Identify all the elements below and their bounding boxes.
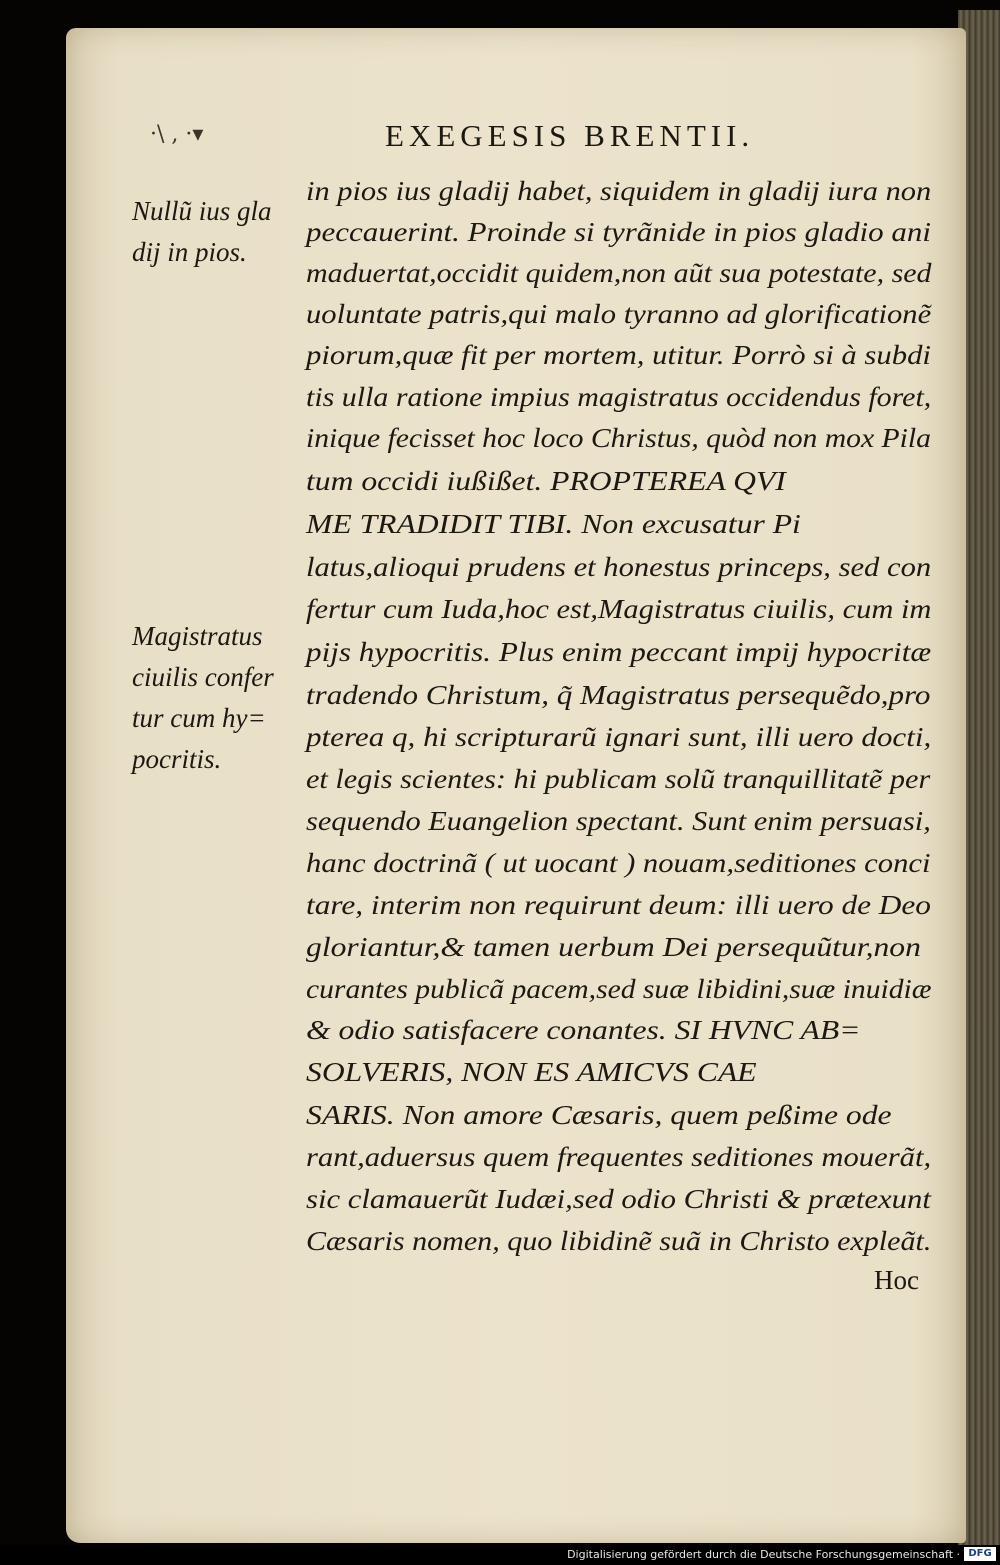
body-line: ME TRADIDIT TIBI. Non excusatur Pi [306, 508, 801, 539]
margin-note-line: tur cum hy= [132, 703, 266, 733]
body-line: et legis scientes: hi publicam solũ tranquillitatẽ per [306, 763, 931, 794]
margin-note-line: ciuilis confer [132, 662, 274, 692]
body-line: tradendo Christum, q̃ Magistratus persequẽdo,pro [306, 679, 931, 710]
body-line: SARIS. Non amore Cæsaris, quem peßime ode [306, 1099, 892, 1130]
running-head: EXEGESIS BRENTII. [385, 118, 755, 153]
body-line: in pios ius gladij habet, siquidem in gladij iura non [306, 175, 932, 206]
margin-note-line: pocritis. [132, 744, 222, 774]
body-line: hanc doctrinã ( ut uocant ) nouam,seditiones conci [306, 847, 931, 878]
body-line: gloriantur,& tamen uerbum Dei persequũtur,non [306, 931, 921, 962]
corner-marks: ·\ , ·▾ [150, 122, 204, 147]
body-line: tis ulla ratione impius magistratus occidendus foret, [306, 381, 932, 412]
body-line: curantes publicã pacem,sed suæ libidini,suæ inuidiæ [306, 973, 932, 1004]
body-line: maduertat,occidit quidem,non aũt sua potestate, sed [306, 257, 932, 288]
dfg-logo: DFG [964, 1547, 996, 1561]
body-line: pijs hypocritis. Plus enim peccant impij hypocritæ [306, 636, 932, 667]
body-line: latus,alioqui prudens et honestus princeps, sed con [306, 551, 932, 582]
body-line: tare, interim non requirunt deum: illi uero de Deo [306, 889, 931, 920]
margin-note-line: dij in pios. [132, 237, 247, 267]
body-line: peccauerint. Proinde si tyrãnide in pios gladio ani [306, 216, 931, 247]
body-line: Cæsaris nomen, quo libidinẽ suã in Christo expleãt. [306, 1225, 932, 1256]
catchword: Hoc [874, 1265, 919, 1295]
body-line: fertur cum Iuda,hoc est,Magistratus ciuilis, cum im [306, 593, 932, 624]
body-line: rant,aduersus quem frequentes seditiones mouerãt, [306, 1141, 932, 1172]
margin-note-line: Nullũ ius gla [132, 196, 272, 226]
body-line: sic clamauerũt Iudæi,sed odio Christi & prætexunt [306, 1183, 931, 1214]
body-line: & odio satisfacere conantes. SI HVNC AB= [306, 1014, 861, 1045]
body-line: inique fecisset hoc loco Christus, quòd non mox Pila [306, 422, 931, 453]
footer-credit: Digitalisierung gefördert durch die Deutsche Forschungsgemeinschaft · [567, 1548, 960, 1561]
body-line: sequendo Euangelion spectant. Sunt enim persuasi, [306, 805, 931, 836]
body-line: pterea q, hi scripturarũ ignari sunt, illi uero docti, [306, 721, 932, 752]
body-line: tum occidi iußißet. PROPTEREA QVI [306, 465, 786, 496]
body-line: uoluntate patris,qui malo tyranno ad glorificationẽ [306, 298, 932, 329]
body-line: piorum,quæ fit per mortem, utitur. Porrò si à subdi [306, 339, 931, 370]
margin-note-line: Magistratus [132, 621, 263, 651]
body-line: SOLVERIS, NON ES AMICVS CAE [306, 1056, 757, 1087]
